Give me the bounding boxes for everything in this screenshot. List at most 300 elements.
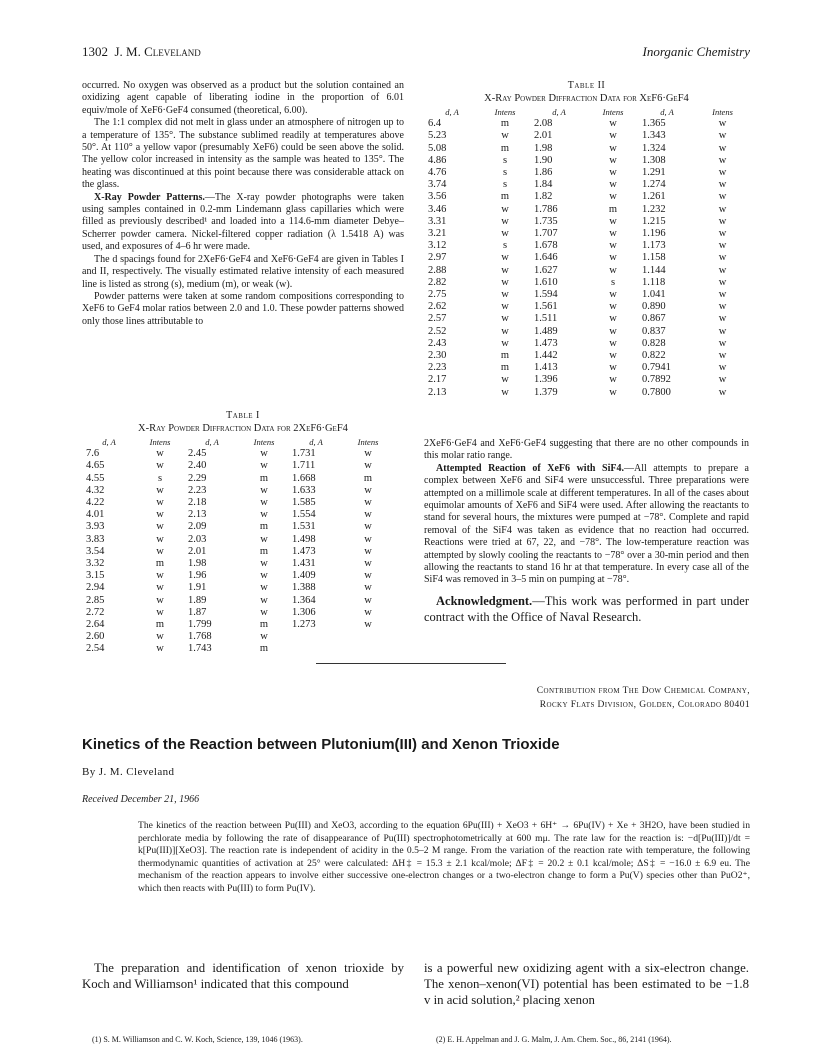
intensity-cell: w <box>260 460 268 472</box>
intensity-cell: w <box>609 154 617 166</box>
d-spacing-cell: 2.17 <box>428 374 447 386</box>
intensity-cell: w <box>156 631 164 643</box>
table-row <box>424 228 749 240</box>
footnote: (2) E. H. Appelman and J. G. Malm, J. Am. Chem. Soc., 86, 2141 (1964). <box>436 1035 672 1044</box>
intensity-cell: w <box>364 558 372 570</box>
intensity-cell: w <box>718 203 727 215</box>
table-row <box>424 167 749 179</box>
d-spacing-cell: 2.23 <box>188 484 207 496</box>
table-row <box>424 216 749 228</box>
table-row <box>424 191 749 203</box>
header-author: J. M. Cleveland <box>114 44 201 59</box>
table-row <box>424 362 749 374</box>
d-spacing-cell: 1.324 <box>642 142 666 154</box>
intensity-cell: w <box>609 362 617 374</box>
d-spacing-cell: 1.610 <box>534 276 558 288</box>
d-spacing-cell: 1.627 <box>534 264 558 276</box>
table-label: Table I <box>226 410 260 421</box>
d-spacing-cell: 2.01 <box>534 130 553 142</box>
d-spacing-cell: 1.98 <box>188 558 207 570</box>
paragraph: Attempted Reaction of XeF6 with SiF4.—All attempts to prepare a complex between XeF6 and SiF4 were unsuccessful. Three preparations were attempted on a millimole scale at different temperatures. In all of the cases about equimolar amounts of XeF6 and SiF4 were used. After allowing the reactants to stand for several hours, the mixtures were pumped at −78°. Complete and rapid removal of the SiF4 was taken as evidence that no reaction had occurred. Reactions were tried at 67, 22, and −78°. The low-temperature reaction was attempted by slowly cooling the reactants to −78° over a 30-min period and then allowing the reactants to stand 16 hr at that temperature. In every case all of the SiF4 was removed in 3–5 min on pumping at −78°. <box>424 462 749 586</box>
table-row <box>82 497 392 509</box>
d-spacing-cell: 0.7800 <box>642 386 671 398</box>
intensity-cell: w <box>501 264 509 276</box>
d-spacing-cell: 2.08 <box>534 118 553 130</box>
table-row <box>424 252 749 264</box>
intensity-cell: w <box>156 497 164 509</box>
table-row <box>424 179 749 191</box>
table-row <box>82 595 392 607</box>
intensity-cell: w <box>156 594 164 606</box>
d-spacing-cell: 1.308 <box>642 154 666 166</box>
d-spacing-cell: 0.7941 <box>642 362 671 374</box>
paragraph: occurred. No oxygen was observed as a product but the solution contained an oxidizing agent capable of liberating iodine in the proportion of 6.01 equiv/mole of XeF6·GeF4 consumed (theoretical, 6.00). <box>82 80 404 116</box>
intensity-cell: w <box>609 240 617 252</box>
d-spacing-cell: 3.93 <box>86 521 105 533</box>
table-row <box>82 570 392 582</box>
d-spacing-cell: 2.64 <box>86 619 105 631</box>
intensity-cell: w <box>501 289 509 301</box>
table-row <box>82 534 392 546</box>
intensity-cell: w <box>156 521 164 533</box>
intensity-cell: w <box>364 606 372 618</box>
intensity-cell: w <box>609 386 617 398</box>
contribution-affiliation: Contribution from The Dow Chemical Company, Rocky Flats Division, Golden, Colorado 80401 <box>536 686 750 710</box>
article-title: Kinetics of the Reaction between Plutonium(III) and Xenon Trioxide <box>82 736 560 753</box>
d-spacing-cell: 1.707 <box>534 228 558 240</box>
intensity-cell: w <box>718 289 727 301</box>
d-spacing-cell: 3.56 <box>428 191 447 203</box>
column-header: d, A <box>205 437 219 447</box>
d-spacing-cell: 5.08 <box>428 142 447 154</box>
intensity-cell: m <box>259 545 269 557</box>
d-spacing-cell: 4.01 <box>86 509 105 521</box>
d-spacing-cell: 1.261 <box>642 191 666 203</box>
d-spacing-cell: 1.633 <box>292 484 316 496</box>
d-spacing-cell: 1.585 <box>292 497 316 509</box>
d-spacing-cell: 1.668 <box>292 472 316 484</box>
d-spacing-cell: 1.489 <box>534 325 558 337</box>
d-spacing-cell: 2.88 <box>428 264 447 276</box>
intensity-cell: w <box>501 215 509 227</box>
d-spacing-cell: 3.15 <box>86 570 105 582</box>
intensity-cell: w <box>501 276 509 288</box>
paragraph: 2XeF6·GeF4 and XeF6·GeF4 suggesting that there are no other compounds in this molar ratio range. <box>424 438 749 462</box>
d-spacing-cell: 4.55 <box>86 472 105 484</box>
section-heading: Attempted Reaction of XeF6 with SiF4. <box>436 462 624 474</box>
d-spacing-cell: 1.86 <box>534 167 553 179</box>
table-row <box>424 289 749 301</box>
intensity-cell: w <box>501 301 509 313</box>
d-spacing-cell: 1.594 <box>534 289 558 301</box>
d-spacing-cell: 1.158 <box>642 252 666 264</box>
d-spacing-cell: 1.678 <box>534 240 558 252</box>
d-spacing-cell: 2.57 <box>428 313 447 325</box>
intensity-cell: m <box>259 619 269 631</box>
intensity-cell: w <box>156 570 164 582</box>
d-spacing-cell: 1.396 <box>534 374 558 386</box>
intensity-cell: w <box>156 448 164 460</box>
table-2 <box>424 80 749 399</box>
intensity-cell: w <box>501 374 509 386</box>
intensity-cell: s <box>157 472 163 484</box>
d-spacing-cell: 7.6 <box>86 448 100 460</box>
intensity-cell: w <box>260 509 268 521</box>
d-spacing-cell: 1.531 <box>292 521 316 533</box>
d-spacing-cell: 0.867 <box>642 313 666 325</box>
column-header: d, A <box>102 437 116 447</box>
intensity-cell: m <box>259 643 269 655</box>
intensity-cell: s <box>610 276 616 288</box>
table-row <box>424 155 749 167</box>
diffraction-table <box>82 436 392 656</box>
d-spacing-cell: 2.29 <box>188 472 207 484</box>
d-spacing-cell: 1.173 <box>642 240 666 252</box>
table-row <box>82 631 392 643</box>
d-spacing-cell: 3.83 <box>86 533 105 545</box>
intensity-cell: w <box>156 545 164 557</box>
d-spacing-cell: 2.45 <box>188 448 207 460</box>
d-spacing-cell: 4.22 <box>86 497 105 509</box>
d-spacing-cell: 2.13 <box>188 509 207 521</box>
table-row <box>82 448 392 460</box>
d-spacing-cell: 2.97 <box>428 252 447 264</box>
table-row <box>82 509 392 521</box>
intensity-cell: w <box>501 130 509 142</box>
d-spacing-cell: 2.03 <box>188 533 207 545</box>
intensity-cell: w <box>718 276 727 288</box>
intensity-cell: w <box>501 337 509 349</box>
intensity-cell: w <box>609 289 617 301</box>
intensity-cell <box>344 631 392 643</box>
diffraction-table <box>424 106 749 399</box>
d-spacing-cell: 0.822 <box>642 350 666 362</box>
d-spacing-cell: 2.13 <box>428 386 447 398</box>
intensity-cell: w <box>609 350 617 362</box>
intensity-cell: s <box>502 240 508 252</box>
d-spacing-cell: 1.743 <box>188 643 212 655</box>
paragraph: X-Ray Powder Patterns.—The X-ray powder photographs were taken using samples contained in 0.2-mm Lindemann glass capillaries which were filled as previously described¹ and loaded into a 114.6-mm diameter Debye–Scherrer powder camera. Nickel-filtered copper radiation (λ 1.5418 A) was used, and exposures of 4–6 hr were made. <box>82 191 404 253</box>
column-header: Intens <box>149 437 171 447</box>
section-heading: Acknowledgment. <box>436 593 533 608</box>
intensity-cell: w <box>501 228 509 240</box>
section-heading: X-Ray Powder Patterns. <box>94 191 205 203</box>
d-spacing-cell: 4.76 <box>428 167 447 179</box>
d-spacing-cell: 1.196 <box>642 228 666 240</box>
divider <box>316 663 506 664</box>
intensity-cell: w <box>609 130 617 142</box>
intensity-cell: w <box>718 350 727 362</box>
d-spacing-cell: 1.144 <box>642 264 666 276</box>
intensity-cell: w <box>609 337 617 349</box>
intensity-cell: w <box>364 484 372 496</box>
table-row <box>82 643 392 655</box>
intensity-cell: w <box>260 631 268 643</box>
table-row <box>82 521 392 533</box>
d-spacing-cell: 1.711 <box>292 460 316 472</box>
paragraph: The 1:1 complex did not melt in glass under an atmosphere of nitrogen up to a temperature of 135°. The substance sublimed readily at temperatures above 50°. At 110° a yellow vapor (presumably XeF6) could be seen above the solid. The yellow color increased in intensity as the sample was heated to 135°. The heating was discontinued at this point because there was considerable attack on the glass. <box>82 117 404 191</box>
table-row <box>424 265 749 277</box>
column-header: d, A <box>660 107 674 117</box>
table-title: X-Ray Powder Diffraction Data for XeF6·GeF4 <box>484 93 689 104</box>
intensity-cell: w <box>501 252 509 264</box>
d-spacing-cell: 4.65 <box>86 460 105 472</box>
d-spacing-cell: 1.232 <box>642 203 666 215</box>
intensity-cell: w <box>609 191 617 203</box>
intensity-cell: w <box>260 594 268 606</box>
d-spacing-cell: 1.215 <box>642 215 666 227</box>
d-spacing-cell: 1.90 <box>534 154 553 166</box>
intensity-cell: w <box>718 264 727 276</box>
intensity-cell: m <box>259 521 269 533</box>
received-date: Received December 21, 1966 <box>82 794 200 805</box>
d-spacing-cell: 3.74 <box>428 179 447 191</box>
d-spacing-cell: 1.768 <box>188 631 212 643</box>
intensity-cell: w <box>501 203 509 215</box>
intensity-cell: w <box>609 301 617 313</box>
page-number: 1302 <box>82 44 108 59</box>
intensity-cell: w <box>156 484 164 496</box>
intensity-cell: w <box>364 533 372 545</box>
intensity-cell: w <box>260 582 268 594</box>
intensity-cell: w <box>609 215 617 227</box>
intensity-cell: w <box>609 228 617 240</box>
intensity-cell: w <box>260 497 268 509</box>
d-spacing-cell: 1.511 <box>534 313 558 325</box>
intensity-cell: w <box>718 179 727 191</box>
column-header: d, A <box>445 107 459 117</box>
left-column-text <box>82 80 404 328</box>
intensity-cell: w <box>260 570 268 582</box>
intensity-cell: m <box>500 191 510 203</box>
d-spacing-cell: 3.46 <box>428 203 447 215</box>
table-row <box>424 313 749 325</box>
intensity-cell: w <box>156 533 164 545</box>
d-spacing-cell: 2.01 <box>188 545 207 557</box>
column-header: Intens <box>602 107 624 117</box>
body-text-right: is a powerful new oxidizing agent with a six-electron change. The xenon–xenon(VI) potential has been estimated to be −1.8 v in acid solution,² placing xenon <box>424 961 749 1007</box>
intensity-cell: w <box>364 521 372 533</box>
table-1 <box>82 410 404 656</box>
d-spacing-cell: 1.91 <box>188 582 207 594</box>
intensity-cell: w <box>260 606 268 618</box>
intensity-cell <box>344 643 392 655</box>
paragraph: Powder patterns were taken at some random compositions corresponding to XeF6 to GeF4 molar ratios between 2.0 and 1.0. These powder patterns showed only those lines attributable to <box>82 290 404 327</box>
d-spacing-cell: 1.498 <box>292 533 316 545</box>
d-spacing-cell: 1.786 <box>534 203 558 215</box>
d-spacing-cell: 1.365 <box>642 118 666 130</box>
intensity-cell: w <box>364 460 372 472</box>
footnote: (1) S. M. Williamson and C. W. Koch, Science, 139, 1046 (1963). <box>92 1035 303 1044</box>
intensity-cell: s <box>502 154 508 166</box>
table-row <box>424 277 749 289</box>
intensity-cell: w <box>260 484 268 496</box>
table-row <box>82 460 392 472</box>
intensity-cell: w <box>718 337 727 349</box>
intensity-cell: w <box>718 118 727 130</box>
intensity-cell: w <box>609 313 617 325</box>
d-spacing-cell: 1.442 <box>534 350 558 362</box>
d-spacing-cell: 1.291 <box>642 167 666 179</box>
table-row <box>424 374 749 386</box>
intensity-cell: w <box>718 191 727 203</box>
d-spacing-cell: 1.274 <box>642 179 666 191</box>
column-header: d, A <box>309 437 323 447</box>
table-row <box>424 130 749 142</box>
table-row <box>82 582 392 594</box>
intensity-cell: w <box>718 301 727 313</box>
table-row <box>424 338 749 350</box>
column-header: Intens <box>712 107 733 117</box>
intensity-cell: w <box>501 313 509 325</box>
intensity-cell: m <box>608 203 618 215</box>
intensity-cell: m <box>500 350 510 362</box>
intensity-cell: s <box>502 167 508 179</box>
d-spacing-cell: 3.32 <box>86 558 105 570</box>
d-spacing-cell: 2.94 <box>86 582 105 594</box>
intensity-cell: w <box>364 582 372 594</box>
d-spacing-cell: 1.431 <box>292 558 316 570</box>
d-spacing-cell: 1.84 <box>534 179 553 191</box>
column-header: Intens <box>357 437 379 447</box>
table-row <box>424 204 749 216</box>
d-spacing-cell: 1.731 <box>292 448 316 460</box>
d-spacing-cell: 0.828 <box>642 337 666 349</box>
intensity-cell: w <box>718 228 727 240</box>
table-title: X-Ray Powder Diffraction Data for 2XeF6·GeF4 <box>138 423 348 434</box>
d-spacing-cell: 3.54 <box>86 545 105 557</box>
d-spacing-cell: 1.799 <box>188 619 212 631</box>
intensity-cell: w <box>609 252 617 264</box>
d-spacing-cell: 2.85 <box>86 594 105 606</box>
intensity-cell: w <box>718 240 727 252</box>
header-journal: Inorganic Chemistry <box>642 44 750 59</box>
d-spacing-cell: 2.52 <box>428 325 447 337</box>
d-spacing-cell: 1.96 <box>188 570 207 582</box>
intensity-cell: w <box>609 142 617 154</box>
d-spacing-cell: 1.89 <box>188 594 207 606</box>
intensity-cell: w <box>718 386 727 398</box>
intensity-cell: w <box>718 215 727 227</box>
column-header: Intens <box>494 107 516 117</box>
d-spacing-cell: 1.473 <box>534 337 558 349</box>
intensity-cell: w <box>501 386 509 398</box>
table-row <box>82 485 392 497</box>
d-spacing-cell: 2.54 <box>86 643 105 655</box>
d-spacing-cell: 0.837 <box>642 325 666 337</box>
d-spacing-cell: 1.273 <box>292 619 316 631</box>
d-spacing-cell: 3.31 <box>428 215 447 227</box>
paragraph: The d spacings found for 2XeF6·GeF4 and XeF6·GeF4 are given in Tables I and II, respectively. The visually estimated relative intensity of each measured line is listed as strong (s), medium (m), or weak (w). <box>82 253 404 290</box>
d-spacing-cell: 2.60 <box>86 631 105 643</box>
intensity-cell: w <box>718 130 727 142</box>
right-column-text <box>424 438 749 625</box>
intensity-cell: w <box>156 460 164 472</box>
d-spacing-cell: 2.82 <box>428 276 447 288</box>
intensity-cell: w <box>156 643 164 655</box>
intensity-cell: w <box>718 142 727 154</box>
intensity-cell: w <box>156 509 164 521</box>
d-spacing-cell: 1.041 <box>642 289 666 301</box>
intensity-cell: w <box>156 606 164 618</box>
intensity-cell: m <box>363 472 373 484</box>
intensity-cell: w <box>718 325 727 337</box>
table-row <box>424 240 749 252</box>
d-spacing-cell: 1.388 <box>292 582 316 594</box>
d-spacing-cell: 4.32 <box>86 484 105 496</box>
table-row <box>424 350 749 362</box>
d-spacing-cell: 1.409 <box>292 570 316 582</box>
table-row <box>82 558 392 570</box>
intensity-cell: w <box>609 179 617 191</box>
d-spacing-cell: 2.18 <box>188 497 207 509</box>
intensity-cell: m <box>155 558 165 570</box>
d-spacing-cell: 1.413 <box>534 362 558 374</box>
intensity-cell: w <box>718 252 727 264</box>
intensity-cell: m <box>500 362 510 374</box>
d-spacing-cell: 2.30 <box>428 350 447 362</box>
table-row <box>82 473 392 485</box>
d-spacing-cell: 3.21 <box>428 228 447 240</box>
d-spacing-cell: 2.43 <box>428 337 447 349</box>
d-spacing-cell <box>288 643 344 655</box>
intensity-cell: m <box>500 118 510 130</box>
d-spacing-cell: 0.890 <box>642 301 666 313</box>
d-spacing-cell: 1.118 <box>642 276 666 288</box>
intensity-cell: w <box>609 264 617 276</box>
table-row <box>424 301 749 313</box>
intensity-cell: w <box>501 325 509 337</box>
intensity-cell: m <box>500 142 510 154</box>
acknowledgment: Acknowledgment.—This work was performed in part under contract with the Office of Naval Research. <box>424 593 749 624</box>
d-spacing-cell: 1.87 <box>188 606 207 618</box>
d-spacing-cell: 2.23 <box>428 362 447 374</box>
intensity-cell: w <box>364 619 372 631</box>
table-row <box>424 326 749 338</box>
intensity-cell: w <box>364 448 372 460</box>
d-spacing-cell: 6.4 <box>428 118 442 130</box>
column-header: Intens <box>253 437 275 447</box>
table-row <box>82 546 392 558</box>
abstract: The kinetics of the reaction between Pu(III) and XeO3, according to the equation 6Pu(III) + XeO3 + 6H⁺ → 6Pu(IV) + Xe + 3H2O, have been studied in perchlorate media by following the rate of disappearance of Pu(III) spectrophotometrically at 600 mμ. The rate law for the reaction is: −d[Pu(III)]/dt = k[Pu(III)][XeO3]. The reaction rate is independent of acidity in the 0.5–2 M range. From the variation of the reaction rate with temperature, the following thermodynamic quantities of activation at 25° were calculated: ΔH‡ = 15.3 ± 2.1 kcal/mole; ΔF‡ = 20.2 ± 0.1 kcal/mole; ΔS‡ = −16.0 ± 6.9 eu. The mechanism of the reaction appears to involve either successive one-electron changes or a two-electron change to form a Pu(V) species other than PuO2⁺, which then reacts with Pu(III) to form Pu(IV). <box>138 820 750 894</box>
intensity-cell: w <box>260 448 268 460</box>
intensity-cell: w <box>718 167 727 179</box>
d-spacing-cell: 1.561 <box>534 301 558 313</box>
running-header-left <box>82 44 201 60</box>
d-spacing-cell: 1.306 <box>292 606 316 618</box>
d-spacing-cell: 2.72 <box>86 606 105 618</box>
intensity-cell: w <box>609 325 617 337</box>
d-spacing-cell: 2.62 <box>428 301 447 313</box>
table-row <box>82 607 392 619</box>
d-spacing-cell: 1.82 <box>534 191 553 203</box>
d-spacing-cell: 1.473 <box>292 545 316 557</box>
d-spacing-cell: 1.343 <box>642 130 666 142</box>
intensity-cell: w <box>364 509 372 521</box>
column-header: d, A <box>552 107 566 117</box>
intensity-cell: w <box>260 558 268 570</box>
article-byline: By J. M. Cleveland <box>82 766 175 778</box>
d-spacing-cell: 2.40 <box>188 460 207 472</box>
intensity-cell: w <box>718 154 727 166</box>
d-spacing-cell: 2.75 <box>428 289 447 301</box>
body-text-left: The preparation and identification of xenon trioxide by Koch and Williamson¹ indicated that this compound <box>82 961 404 991</box>
table-row <box>424 118 749 130</box>
intensity-cell: w <box>609 374 617 386</box>
d-spacing-cell: 0.7892 <box>642 374 671 386</box>
table-row <box>424 143 749 155</box>
intensity-cell: w <box>364 545 372 557</box>
